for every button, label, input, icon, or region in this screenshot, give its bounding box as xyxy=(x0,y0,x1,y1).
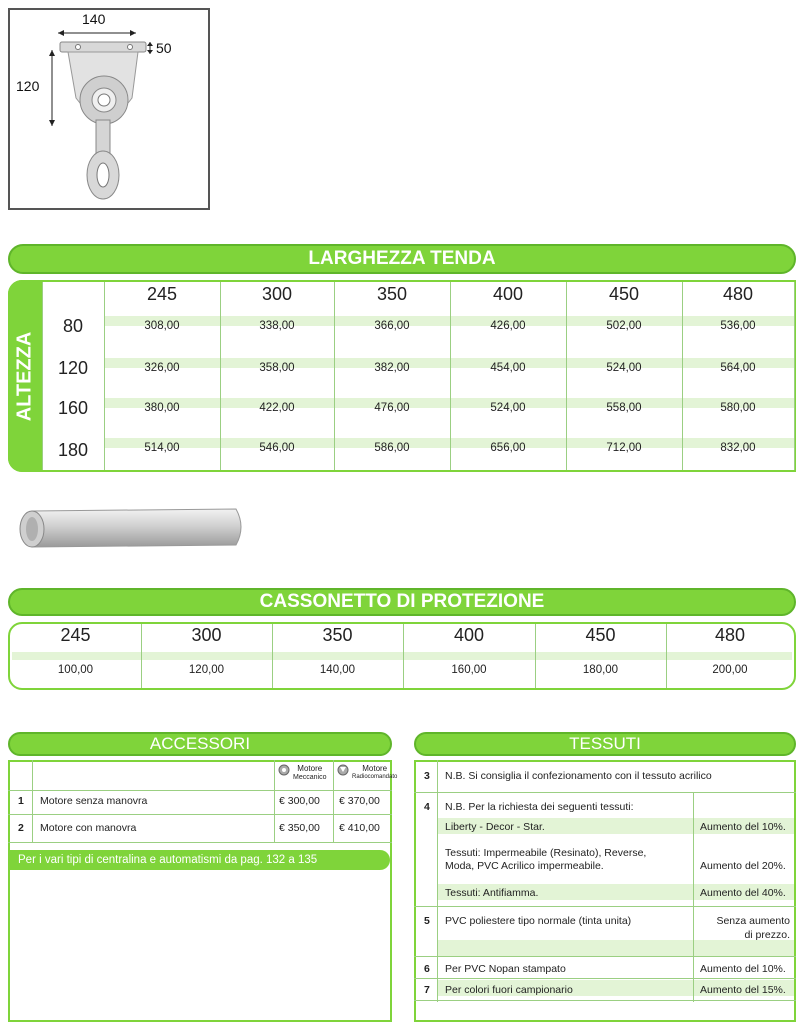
acc-item-2-price2: € 410,00 xyxy=(339,822,380,834)
dimension-width: 140 xyxy=(82,11,106,27)
acc-item-1-price2: € 370,00 xyxy=(339,795,380,807)
col-motore-radio-line2: Radiocomandato xyxy=(352,774,398,780)
tessuti-r4c-val: Aumento del 40%. xyxy=(700,887,786,899)
dimension-height: 120 xyxy=(16,78,40,94)
tenda-price-cell: 326,00 xyxy=(144,362,180,374)
tessuti-r5-val2: di prezzo. xyxy=(744,929,790,941)
tessuti-r7-text: Per colori fuori campionario xyxy=(445,984,573,996)
tessuti-r3-num: 3 xyxy=(424,770,430,782)
tenda-price-cell: 656,00 xyxy=(490,442,526,454)
bracket-drawing xyxy=(8,8,210,210)
tenda-title: LARGHEZZA TENDA xyxy=(8,244,796,274)
remote-gear-icon xyxy=(336,763,350,777)
tessuti-r4b-val: Aumento del 20%. xyxy=(700,860,786,872)
tenda-price-cell: 546,00 xyxy=(259,442,295,454)
tessuti-r6-val: Aumento del 10%. xyxy=(700,963,786,975)
cassonetto-price-cell: 160,00 xyxy=(451,664,487,676)
tenda-price-cell: 580,00 xyxy=(720,402,756,414)
tessuti-r4-num: 4 xyxy=(424,801,430,813)
cassonetto-width-300: 300 xyxy=(191,625,222,645)
tenda-height-120: 120 xyxy=(57,358,89,378)
tessuti-r4a-text: Liberty - Decor - Star. xyxy=(445,821,545,833)
tenda-price-cell: 366,00 xyxy=(374,320,410,332)
acc-item-1-num: 1 xyxy=(18,795,24,807)
cassonetto-width-245: 245 xyxy=(60,625,91,645)
cassonetto-width-400: 400 xyxy=(453,625,485,645)
cassonetto-price-cell: 100,00 xyxy=(57,664,94,676)
tessuti-r6-text: Per PVC Nopan stampato xyxy=(445,963,566,975)
tessuti-r5-text: PVC poliestere tipo normale (tinta unita) xyxy=(445,915,632,927)
tenda-price-cell: 358,00 xyxy=(259,362,295,374)
tenda-width-480: 480 xyxy=(722,284,754,304)
acc-item-2-label: Motore con manovra xyxy=(40,822,137,834)
cassonetto-width-480: 480 xyxy=(714,625,746,645)
acc-item-1-label: Motore senza manovra xyxy=(40,795,148,807)
tenda-width-400: 400 xyxy=(492,284,524,304)
cassonetto-title: CASSONETTO DI PROTEZIONE xyxy=(8,588,796,616)
col-motore-meccanico-line2: Meccanico xyxy=(293,774,327,781)
tenda-price-cell: 536,00 xyxy=(720,320,756,332)
tenda-price-cell: 524,00 xyxy=(606,362,642,374)
cassonetto-width-450: 450 xyxy=(585,625,616,645)
centralina-note: Per i vari tipi di centralina e automatismi da pag. 132 a 135 xyxy=(10,850,390,870)
tessuti-r4c-text: Tessuti: Antifiamma. xyxy=(445,887,539,899)
tessuti-title: TESSUTI xyxy=(414,732,796,756)
tenda-price-cell: 338,00 xyxy=(259,320,295,332)
tessuti-r7-val: Aumento del 15%. xyxy=(700,984,786,996)
tenda-width-350: 350 xyxy=(376,284,408,304)
cassonetto-price-cell: 120,00 xyxy=(188,664,225,676)
tenda-price-cell: 524,00 xyxy=(490,402,526,414)
tessuti-r4b-line2: Moda, PVC Acrilico impermeabile. xyxy=(445,860,604,872)
cassonetto-price-cell: 140,00 xyxy=(319,664,356,676)
tessuti-r4-text: N.B. Per la richiesta dei seguenti tessuti: xyxy=(445,801,634,813)
accessori-title: ACCESSORI xyxy=(8,732,392,756)
tenda-price-cell: 380,00 xyxy=(144,402,180,414)
tenda-height-80: 80 xyxy=(62,316,84,336)
tessuti-r4b-line1: Tessuti: Impermeabile (Resinato), Reverse, xyxy=(445,847,647,859)
tessuti-r3-text: N.B. Si consiglia il confezionamento con il tessuto acrilico xyxy=(445,770,712,782)
tessuti-r7-num: 7 xyxy=(424,984,430,996)
tenda-price-cell: 832,00 xyxy=(720,442,756,454)
tenda-height-180: 180 xyxy=(57,440,89,460)
tenda-width-300: 300 xyxy=(261,284,293,304)
col-motore-radio-line1: Motore xyxy=(362,764,388,773)
tenda-price-cell: 558,00 xyxy=(606,402,642,414)
acc-item-2-price1: € 350,00 xyxy=(279,822,320,834)
tessuti-r5-num: 5 xyxy=(424,915,430,927)
cassonetto-tube-image xyxy=(14,505,246,553)
cassonetto-price-cell: 180,00 xyxy=(582,664,619,676)
tenda-price-cell: 382,00 xyxy=(374,362,410,374)
tessuti-r5-val1: Senza aumento xyxy=(716,915,790,927)
tenda-width-450: 450 xyxy=(608,284,640,304)
tenda-width-245: 245 xyxy=(146,284,178,304)
tessuti-r6-num: 6 xyxy=(424,963,430,975)
cassonetto-width-350: 350 xyxy=(322,625,353,645)
tenda-price-cell: 308,00 xyxy=(144,320,180,332)
tenda-price-cell: 476,00 xyxy=(374,402,410,414)
tenda-price-cell: 514,00 xyxy=(144,442,180,454)
tenda-price-cell: 422,00 xyxy=(259,402,295,414)
dimension-depth: 50 xyxy=(156,40,172,56)
tenda-price-cell: 502,00 xyxy=(606,320,642,332)
acc-item-1-price1: € 300,00 xyxy=(279,795,320,807)
tenda-price-cell: 454,00 xyxy=(490,362,526,374)
acc-item-2-num: 2 xyxy=(18,822,24,834)
cassonetto-price-cell: 200,00 xyxy=(712,664,748,676)
tenda-price-cell: 712,00 xyxy=(606,442,642,454)
gear-icon xyxy=(277,763,291,777)
tenda-price-cell: 426,00 xyxy=(490,320,526,332)
altezza-label: ALTEZZA xyxy=(13,331,36,421)
tenda-price-cell: 586,00 xyxy=(374,442,410,454)
tenda-height-160: 160 xyxy=(57,398,89,418)
tenda-price-cell: 564,00 xyxy=(720,362,756,374)
tessuti-r4a-val: Aumento del 10%. xyxy=(700,821,786,833)
col-motore-meccanico-line1: Motore xyxy=(297,764,323,773)
